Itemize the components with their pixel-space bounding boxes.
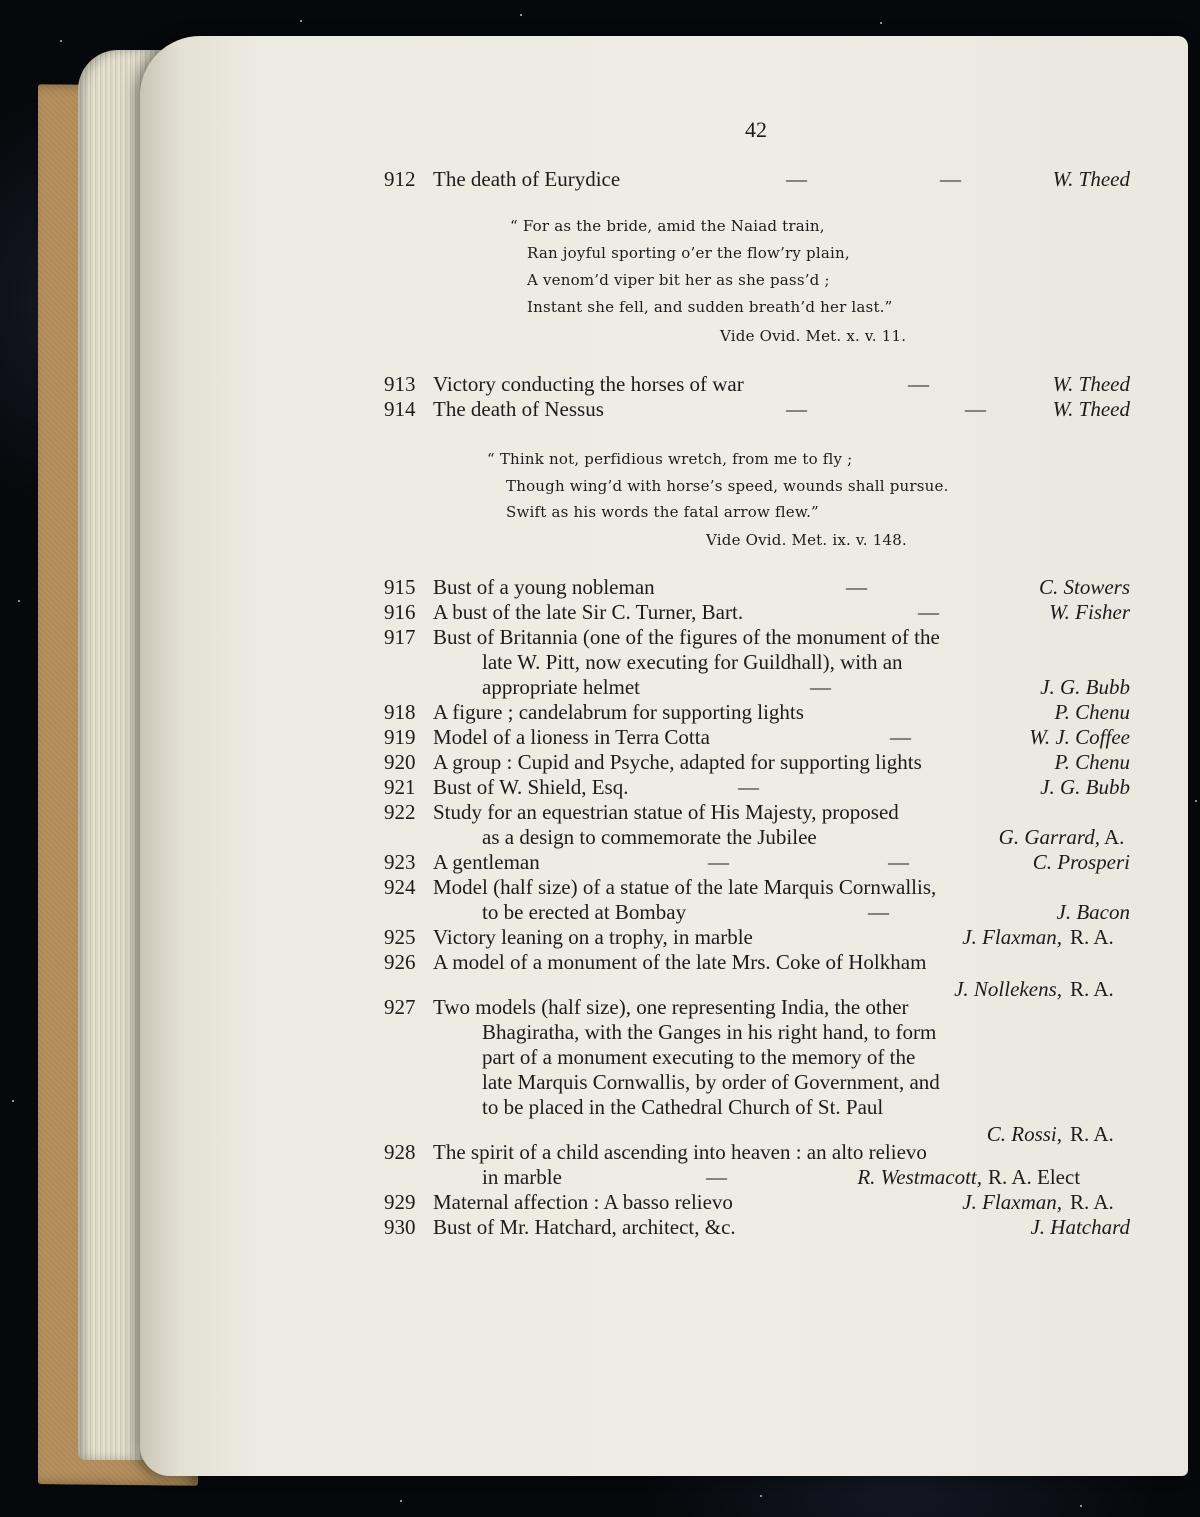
entry-number: 927 — [384, 995, 416, 1019]
entry-number: 912 — [384, 167, 416, 191]
entry-number: 917 — [384, 625, 416, 649]
page-number: 42 — [745, 117, 767, 142]
entry-artist-suffix: R. A. Elect — [988, 1165, 1081, 1189]
entry-title-line: late W. Pitt, now executing for Guildhall), with an — [482, 650, 903, 674]
entry-title: Bust of W. Shield, Esq. — [433, 775, 629, 799]
entry-title: A bust of the late Sir C. Turner, Bart. — [433, 600, 744, 624]
entry-number: 930 — [384, 1215, 416, 1239]
verse-line: A venom’d viper bit her as she pass’d ; — [527, 271, 830, 289]
entry-artist: P. Chenu — [1054, 750, 1130, 774]
entry-dash: — — [786, 397, 807, 421]
entry-dash: — — [846, 575, 867, 599]
entry-title-line: Study for an equestrian statue of His Majesty, proposed — [433, 800, 899, 824]
entry-number: 924 — [384, 875, 416, 899]
entry-dash: — — [908, 372, 929, 396]
entry-number: 922 — [384, 800, 416, 824]
entry-title: The death of Eurydice — [433, 167, 621, 191]
verse-line: “ For as the bride, amid the Naiad train, — [510, 217, 825, 235]
entry-dash: — — [786, 167, 807, 191]
entry-title: A group : Cupid and Psyche, adapted for supporting lights — [433, 750, 922, 774]
entry-number: 919 — [384, 725, 416, 749]
entry-artist-suffix: A. — [1104, 825, 1125, 849]
entry-title-line: Bhagiratha, with the Ganges in his right hand, to form — [482, 1020, 937, 1044]
entry-title-line: late Marquis Cornwallis, by order of Government, and — [482, 1070, 940, 1094]
entry-artist: J. Bacon — [1056, 900, 1130, 924]
entry-artist: J. G. Bubb — [1040, 675, 1130, 699]
entry-title: The death of Nessus — [433, 397, 604, 421]
entry-title-line: Two models (half size), one representing India, the other — [433, 995, 909, 1019]
entry-dash: — — [708, 850, 729, 874]
entry-title: Victory leaning on a trophy, in marble — [433, 925, 753, 949]
entry-title: Victory conducting the horses of war — [433, 372, 744, 396]
entry-title-line: as a design to commemorate the Jubilee — [482, 825, 817, 849]
entry-title-line: appropriate helmet — [482, 675, 641, 699]
entry-title: Model of a lioness in Terra Cotta — [433, 725, 710, 749]
entry-artist: W. Fisher — [1049, 600, 1130, 624]
entry-artist: W. Theed — [1052, 167, 1130, 191]
entry-artist: W. Theed — [1052, 397, 1130, 421]
entry-number: 928 — [384, 1140, 416, 1164]
entry-artist-suffix: R. A. — [1070, 977, 1114, 1001]
entry-artist: R. Westmacott, — [857, 1165, 982, 1189]
entry-number: 918 — [384, 700, 416, 724]
entry-artist: J. Flaxman, — [962, 1190, 1062, 1214]
entry-artist: C. Prosperi — [1032, 850, 1130, 874]
entry-number: 920 — [384, 750, 416, 774]
verse-line: Though wing’d with horse’s speed, wounds shall pursue. — [506, 477, 949, 495]
entry-artist: W. Theed — [1052, 372, 1130, 396]
entry-dash: — — [965, 397, 986, 421]
entry-title-line: to be erected at Bombay — [482, 900, 687, 924]
entry-title-line: Bust of Britannia (one of the figures of the monument of the — [433, 625, 940, 649]
entry-dash: — — [940, 167, 961, 191]
entry-dash: — — [810, 675, 831, 699]
entry-artist: J. G. Bubb — [1040, 775, 1130, 799]
entry-title: Bust of Mr. Hatchard, architect, &c. — [433, 1215, 736, 1239]
entry-number: 914 — [384, 397, 416, 421]
verse-source: Vide Ovid. Met. ix. v. 148. — [706, 531, 907, 549]
entry-title: Maternal affection : A basso relievo — [433, 1190, 733, 1214]
entry-title-line: The spirit of a child ascending into heaven : an alto relievo — [433, 1140, 927, 1164]
verse-source: Vide Ovid. Met. x. v. 11. — [720, 327, 907, 345]
verse-line: “ Think not, perfidious wretch, from me to fly ; — [487, 450, 853, 468]
entry-number: 929 — [384, 1190, 416, 1214]
entry-title: Bust of a young nobleman — [433, 575, 655, 599]
verse-line: Ran joyful sporting o’er the flow’ry plain, — [527, 244, 850, 262]
entry-title: A gentleman — [433, 850, 540, 874]
entry-number: 921 — [384, 775, 416, 799]
entry-dash: — — [918, 600, 939, 624]
entry-dash: — — [706, 1165, 727, 1189]
entry-artist: C. Stowers — [1038, 575, 1130, 599]
entry-artist: J. Flaxman, — [962, 925, 1062, 949]
entry-artist: J. Hatchard — [1030, 1215, 1130, 1239]
entry-number: 916 — [384, 600, 416, 624]
entry-artist: J. Nollekens, — [954, 977, 1062, 1001]
entry-artist: G. Garrard, — [998, 825, 1100, 849]
entry-artist: W. J. Coffee — [1029, 725, 1130, 749]
entry-artist: P. Chenu — [1054, 700, 1130, 724]
entry-artist: C. Rossi, — [986, 1122, 1062, 1146]
entry-title: A figure ; candelabrum for supporting lights — [433, 700, 804, 724]
entry-artist-suffix: R. A. — [1070, 925, 1114, 949]
entry-number: 913 — [384, 372, 416, 396]
entry-dash: — — [868, 900, 889, 924]
entry-title-line: Model (half size) of a statue of the late Marquis Cornwallis, — [433, 875, 937, 899]
verse-line: Swift as his words the fatal arrow flew.” — [506, 503, 819, 521]
entry-title-line: part of a monument executing to the memory of the — [482, 1045, 916, 1069]
entry-artist-suffix: R. A. — [1070, 1122, 1114, 1146]
entry-artist-suffix: R. A. — [1070, 1190, 1114, 1214]
entry-dash: — — [888, 850, 909, 874]
entry-title: A model of a monument of the late Mrs. Coke of Holkham — [433, 950, 927, 974]
entry-title-line: to be placed in the Cathedral Church of St. Paul — [482, 1095, 884, 1119]
verse-line: Instant she fell, and sudden breath’d her last.” — [527, 298, 893, 316]
entry-title-line: in marble — [482, 1165, 562, 1189]
entry-number: 925 — [384, 925, 416, 949]
entry-dash: — — [738, 775, 759, 799]
entry-number: 923 — [384, 850, 416, 874]
entry-dash: — — [890, 725, 911, 749]
entry-number: 915 — [384, 575, 416, 599]
entry-number: 926 — [384, 950, 416, 974]
